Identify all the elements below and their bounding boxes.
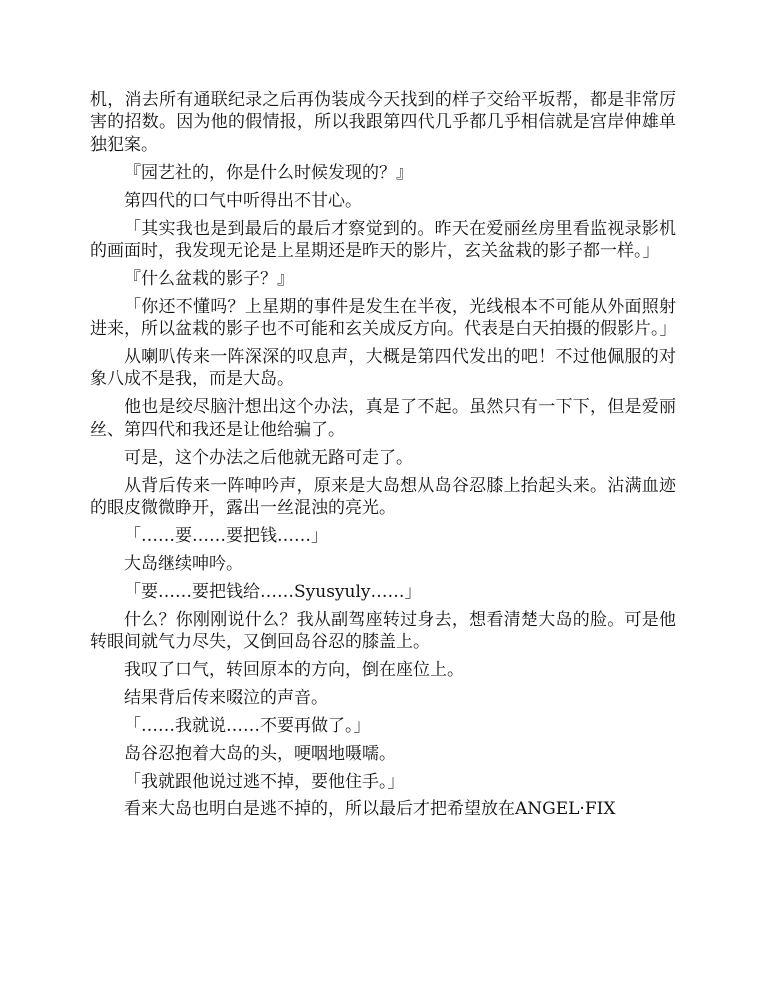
paragraph: 他也是绞尽脑汁想出这个办法，真是了不起。虽然只有一下下，但是爱丽丝、第四代和我还是让他给骗了。 [90, 397, 676, 440]
paragraph: 「我就跟他说过逃不掉，要他住手。」 [124, 771, 405, 792]
paragraph: 机，消去所有通联纪录之后再伪装成今天找到的样子交给平坂帮，都是非常厉害的招数。因为他的假情报，所以我跟第四代几乎都几乎相信就是宫岸伸雄单独犯案。 [90, 90, 676, 155]
paragraph: 『什么盆栽的影子？』 [124, 268, 294, 289]
page-body [90, 89, 676, 826]
paragraph: 从喇叭传来一阵深深的叹息声，大概是第四代发出的吧！不过他佩服的对象八成不是我，而是大岛。 [90, 347, 676, 390]
paragraph: 「要……要把钱给……Syusyuly……」 [124, 581, 422, 602]
paragraph: 我叹了口气，转回原本的方向，倒在座位上。 [124, 659, 464, 680]
paragraph: 结果背后传来啜泣的声音。 [124, 687, 328, 708]
paragraph: 大岛继续呻吟。 [124, 553, 243, 574]
paragraph: 可是，这个办法之后他就无路可走了。 [124, 447, 413, 468]
paragraph: 「……要……要把钱……」 [124, 525, 328, 546]
paragraph: 『园艺社的，你是什么时候发现的？』 [124, 162, 413, 183]
paragraph: 岛谷忍抱着大岛的头，哽咽地嗫嚅。 [124, 743, 396, 764]
paragraph: 看来大岛也明白是逃不掉的，所以最后才把希望放在ANGEL·FIX [124, 799, 616, 820]
paragraph: 第四代的口气中听得出不甘心。 [124, 190, 362, 211]
paragraph: 从背后传来一阵呻吟声，原来是大岛想从岛谷忍膝上抬起头来。沾满血迹的眼皮微微睁开，露出一丝混浊的亮光。 [90, 475, 676, 518]
paragraph: 「其实我也是到最后的最后才察觉到的。昨天在爱丽丝房里看监视录影机的画面时，我发现无论是上星期还是昨天的影片，玄关盆栽的影子都一样。」 [90, 218, 676, 261]
paragraph: 「……我就说……不要再做了。」 [124, 715, 371, 736]
paragraph: 「你还不懂吗？上星期的事件是发生在半夜，光线根本不可能从外面照射进来，所以盆栽的影子也不可能和玄关成反方向。代表是白天拍摄的假影片。」 [90, 296, 677, 340]
paragraph: 什么？你刚刚说什么？我从副驾座转过身去，想看清楚大岛的脸。可是他转眼间就气力尽失，又倒回岛谷忍的膝盖上。 [90, 609, 676, 653]
